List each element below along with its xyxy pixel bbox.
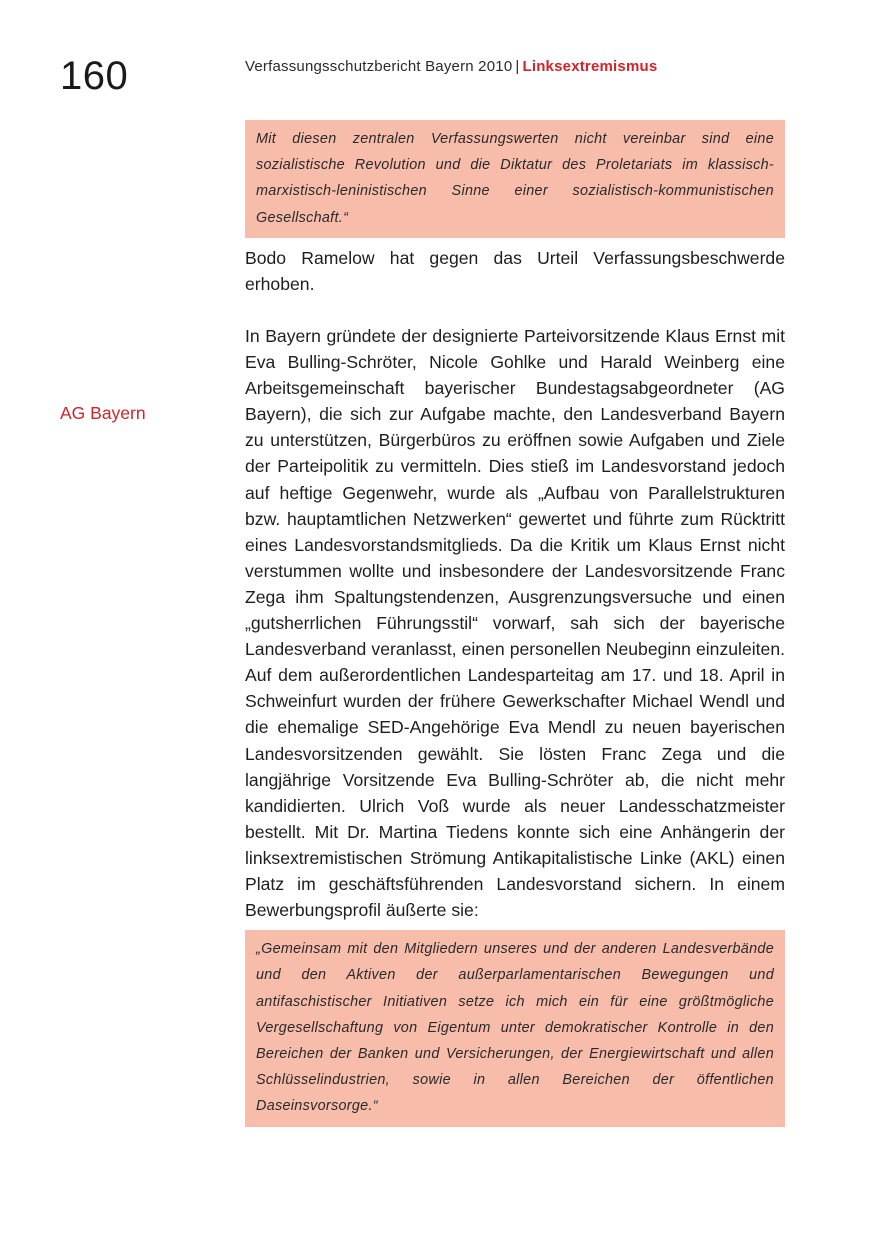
quote-box-application-profile: „Gemeinsam mit den Mitgliedern unseres und der anderen Landesverbände und den Aktiven der außerparlamentarischen Bewegungen und antifaschistischer Initiativen setze ich mich ein für eine größtmögliche Vergesellschaftung von Eigentum unter demokratischer Kontrolle in den Bereichen der Banken und Versicherungen, der Energiewirtschaft und allen Schlüsselindustrien, sowie in allen Bereichen der öffentlichen Daseinsvorsorge.“ [245,930,785,1126]
margin-note-ag-bayern: AG Bayern [60,403,146,423]
section-title: Linksextremismus [522,58,658,75]
quote-box-constitutional-values: Mit diesen zentralen Verfassungswerten nicht vereinbar sind eine sozialistische Revolution und die Diktatur des Proletariats im klassisch-marxistisch-leninistischen Sinne einer sozialistisch-kommunistischen Gesellschaft.“ [245,120,785,238]
paragraph-ramelow: Bodo Ramelow hat gegen das Urteil Verfassungsbeschwerde erhoben. [245,247,785,294]
header-separator: | [515,58,520,75]
paragraph-bayern: In Bayern gründete der designierte Parteivorsitzende Klaus Ernst mit Eva Bulling-Schröter, Nicole Gohlke und Harald Weinberg eine Arbeitsgemeinschaft bayerischer Bundestagsabgeordneter (AG Bayern), die sich zur Aufgabe machte, den Landesverband Bayern zu unterstützen, Bürgerbüros zu eröffnen sowie Aufgaben und Ziele der Parteipolitik zu vermitteln. Dies stieß im Landesvorstand jedoch auf heftige Gegenwehr, wurde als „Aufbau von Parallelstrukturen bzw. hauptamtlichen Netzwerken“ gewertet und führte zum Rücktritt eines Landesvorstandsmitglieds. Da die Kritik um Klaus Ernst nicht verstummen wollte und insbesondere der Landesvorsitzende Franc Zega ihm Spaltungstendenzen, Ausgrenzungsversuche und einen „gutsherrlichen Führungsstil“ vorwarf, sah sich der bayerische Landesverband veranlasst, einen personellen Neubeginn einzuleiten. Auf dem außerordentlichen Landesparteitag am 17. und 18. April in Schweinfurt wurden der frühere Gewerkschafter Michael Wendl und die ehemalige SED-Angehörige Eva Mendl zu neuen bayerischen Landesvorsitzenden gewählt. Sie lösten Franc Zega und die langjährige Vorsitzende Eva Bulling-Schröter ab, die nicht mehr kandidierten. Ulrich Voß wurde als neuer Landesschatzmeister bestellt. Mit Dr. Martina Tiedens konnte sich eine Anhängerin der linksextremistischen Strömung Antikapitalistische Linke (AKL) einen Platz im geschäftsführenden Landesvorstand sichern. In einem Bewerbungsprofil äußerte sie: [245,326,785,921]
page-number: 160 [60,54,129,98]
main-column [245,120,785,1127]
report-title: Verfassungsschutzbericht Bayern 2010 [245,58,513,75]
running-header [245,57,657,77]
